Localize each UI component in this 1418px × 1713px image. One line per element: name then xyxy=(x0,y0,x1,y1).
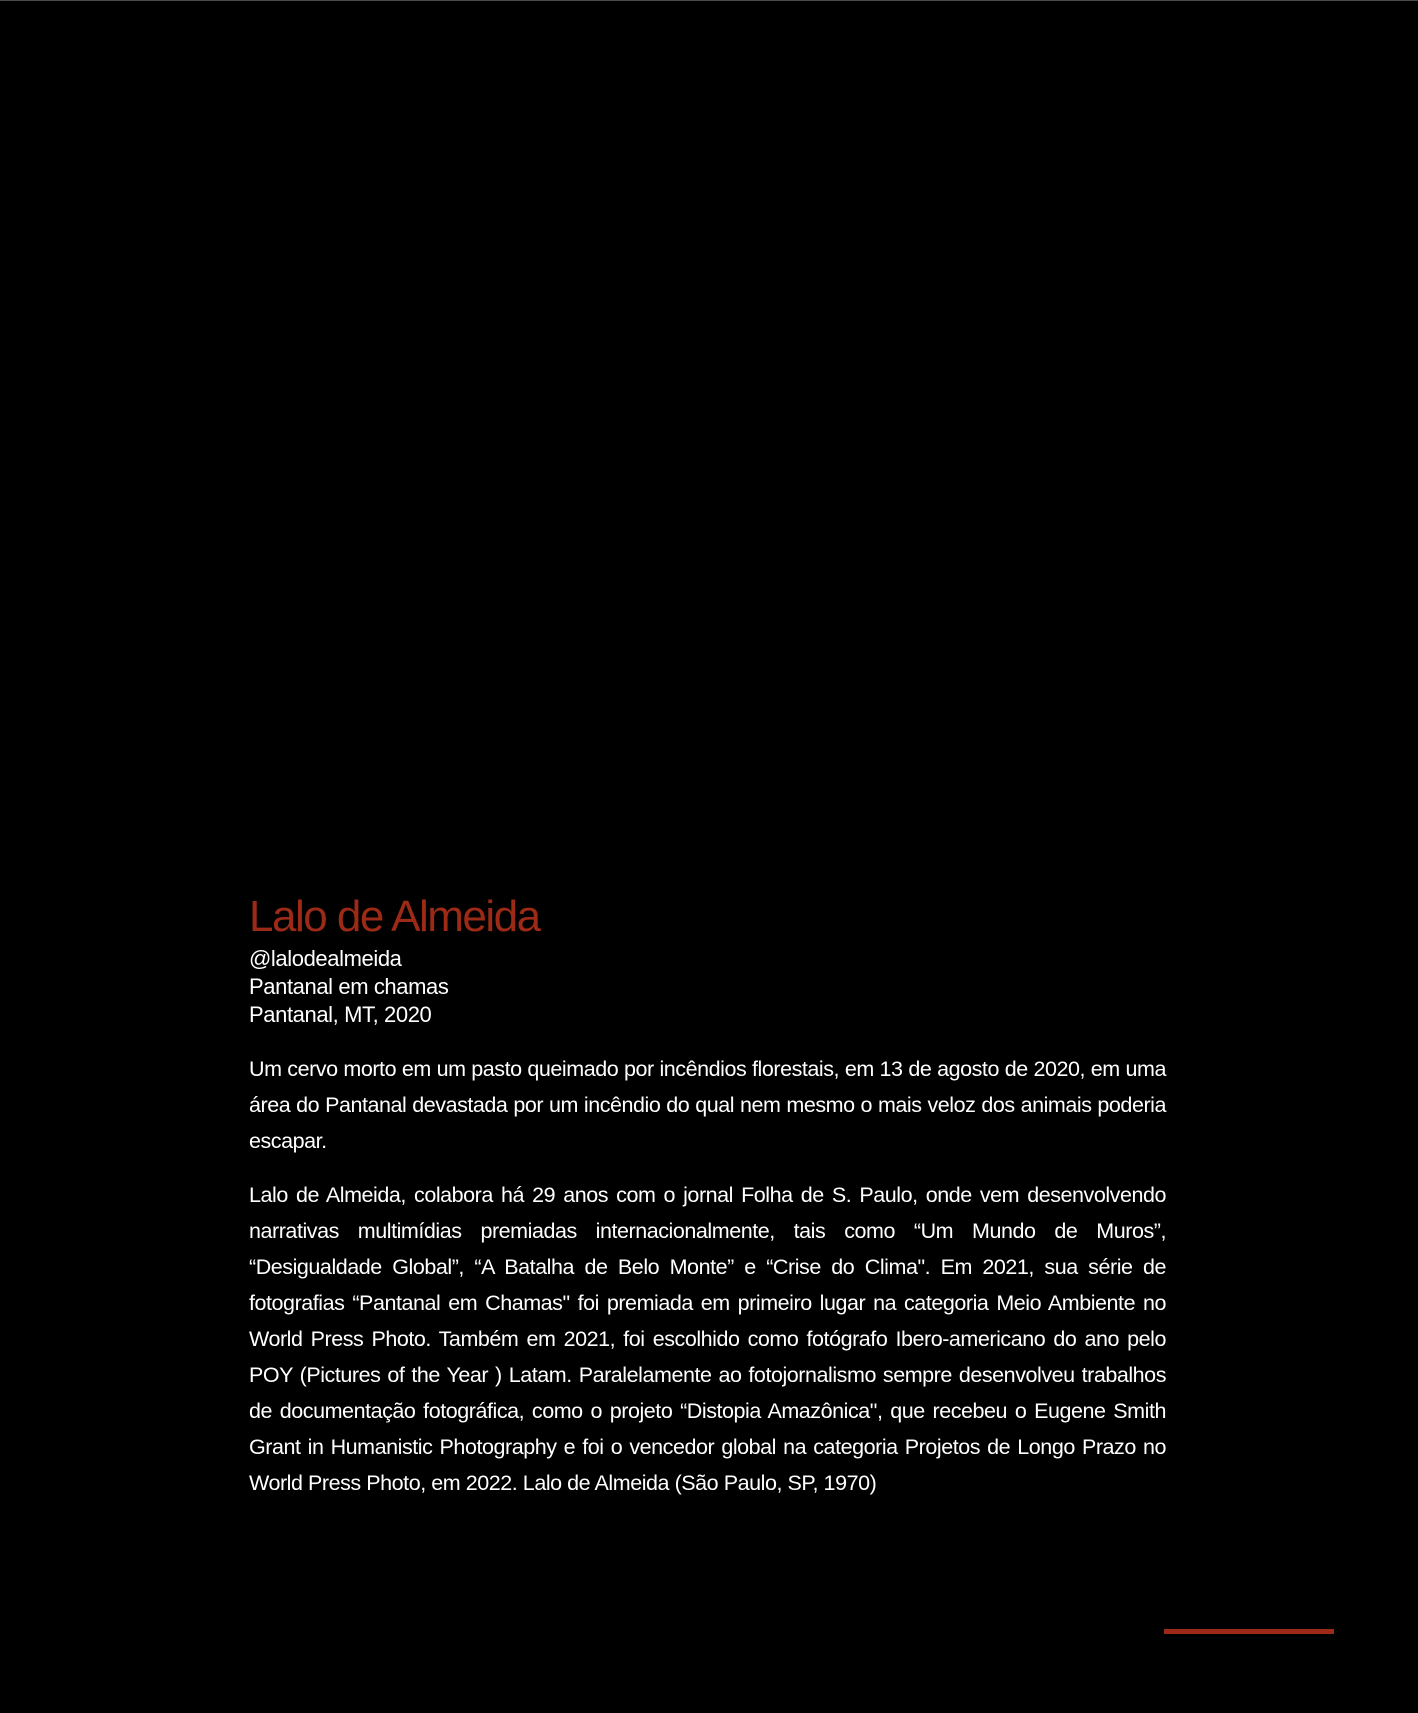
work-title: Pantanal em chamas xyxy=(249,974,449,999)
location-year: Pantanal, MT, 2020 xyxy=(249,1002,432,1027)
accent-divider xyxy=(1164,1629,1334,1634)
photo-caption: Um cervo morto em um pasto queimado por incêndios florestais, em 13 de agosto de 2020, em uma área do Pantanal devastada por um incêndio do qual nem mesmo o mais veloz dos animais poderia escapar. xyxy=(249,1057,1166,1153)
top-border xyxy=(0,0,1418,1)
artist-name: Lalo de Almeida xyxy=(249,892,540,941)
artist-meta xyxy=(249,945,1166,1029)
artist-bio: Lalo de Almeida, colabora há 29 anos com o jornal Folha de S. Paulo, onde vem desenvolvendo narrativas multimídias premiadas internacionalmente, tais como “Um Mundo de Muros”, “Desigualdade Global”, “A Batalha de Belo Monte” e “Crise do Clima". Em 2021, sua série de fotografias “Pantanal em Chamas" foi premiada em primeiro lugar na categoria Meio Ambiente no World Press Photo. Também em 2021, foi escolhido como fotógrafo Ibero-americano do ano pelo POY (Pictures of the Year ) Latam. Paralelamente ao fotojornalismo sempre desenvolveu trabalhos de documentação fotográfica, como o projeto “Distopia Amazônica", que recebeu o Eugene Smith Grant in Humanistic Photography e foi o vencedor global na categoria Projetos de Longo Prazo no World Press Photo, em 2022. Lalo de Almeida (São Paulo, SP, 1970) xyxy=(249,1183,1166,1495)
artist-handle: @lalodealmeida xyxy=(249,946,402,971)
artist-credit-block xyxy=(249,893,1166,1501)
